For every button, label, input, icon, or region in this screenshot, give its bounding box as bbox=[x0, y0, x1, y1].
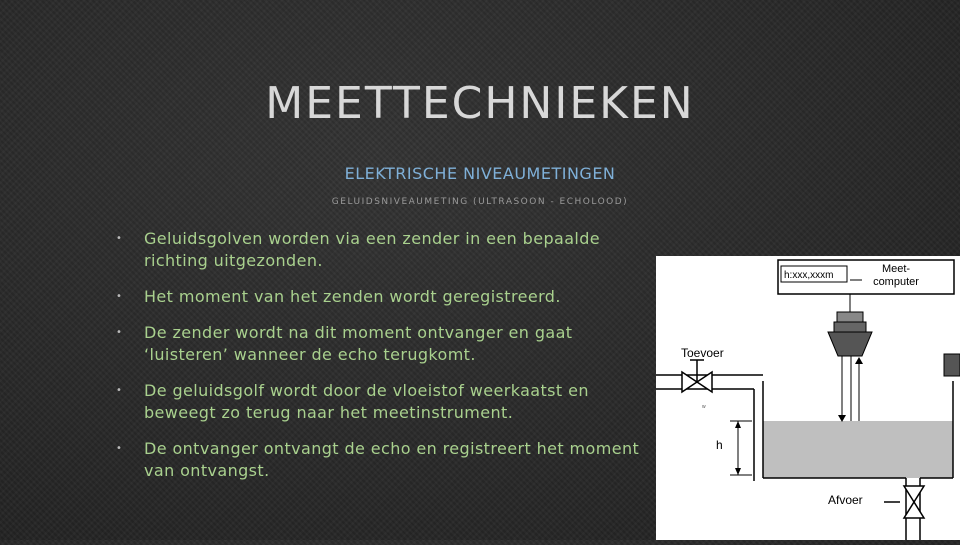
inlet-label: Toevoer bbox=[681, 346, 724, 360]
display-value: h:xxx,xxxm bbox=[784, 270, 834, 281]
liquid-fill bbox=[763, 421, 953, 478]
diagram-svg bbox=[656, 256, 960, 540]
small-mark: w bbox=[702, 404, 706, 410]
arrow-down-icon bbox=[838, 415, 846, 422]
outlet-valve-icon bbox=[904, 486, 924, 518]
level-label: h bbox=[716, 438, 723, 452]
ultrasonic-sensor-icon bbox=[828, 332, 872, 356]
bullet-item bbox=[112, 322, 652, 366]
bullet-text: De geluidsgolf wordt door de vloeistof weerkaatst en beweegt zo terug naar het meetinstrument. bbox=[144, 381, 589, 422]
bullet-text: Het moment van het zenden wordt geregistreerd. bbox=[144, 287, 561, 306]
bullet-dot-icon: • bbox=[116, 233, 123, 244]
level-arrow-down-icon bbox=[735, 468, 741, 475]
computer-label-1: Meet- bbox=[881, 263, 911, 275]
arrow-up-icon bbox=[855, 357, 863, 364]
outlet-label: Afvoer bbox=[828, 493, 863, 507]
bullet-dot-icon: • bbox=[116, 327, 123, 338]
slide-title: MEETTECHNIEKEN bbox=[265, 78, 695, 129]
bullet-dot-icon: • bbox=[116, 291, 123, 302]
slide-subtitle: ELEKTRISCHE NIVEAUMETINGEN bbox=[344, 164, 616, 183]
bullet-text: De zender wordt na dit moment ontvanger en gaat ‘luisteren’ wanneer de echo terugkomt. bbox=[144, 323, 573, 364]
bullet-item bbox=[112, 380, 652, 424]
bullet-list bbox=[112, 228, 652, 482]
bullet-text: Geluidsgolven worden via een zender in een bepaalde richting uitgezonden. bbox=[144, 229, 601, 270]
ultrasonic-level-diagram bbox=[656, 256, 960, 540]
bullet-item bbox=[112, 286, 652, 308]
bullet-dot-icon: • bbox=[116, 385, 123, 396]
slide-subsubtitle: GELUIDSNIVEAUMETING (ULTRASOON - ECHOLOOD) bbox=[331, 197, 629, 207]
sensor-flange bbox=[834, 322, 866, 332]
side-device-icon bbox=[944, 354, 960, 376]
level-arrow-up-icon bbox=[735, 421, 741, 428]
bullet-dot-icon: • bbox=[116, 443, 123, 454]
bullet-item bbox=[112, 438, 652, 482]
bullet-item bbox=[112, 228, 652, 272]
sensor-head bbox=[837, 312, 863, 322]
bullet-text: De ontvanger ontvangt de echo en registreert het moment van ontvangst. bbox=[144, 439, 640, 480]
computer-label-2: computer bbox=[873, 276, 919, 288]
